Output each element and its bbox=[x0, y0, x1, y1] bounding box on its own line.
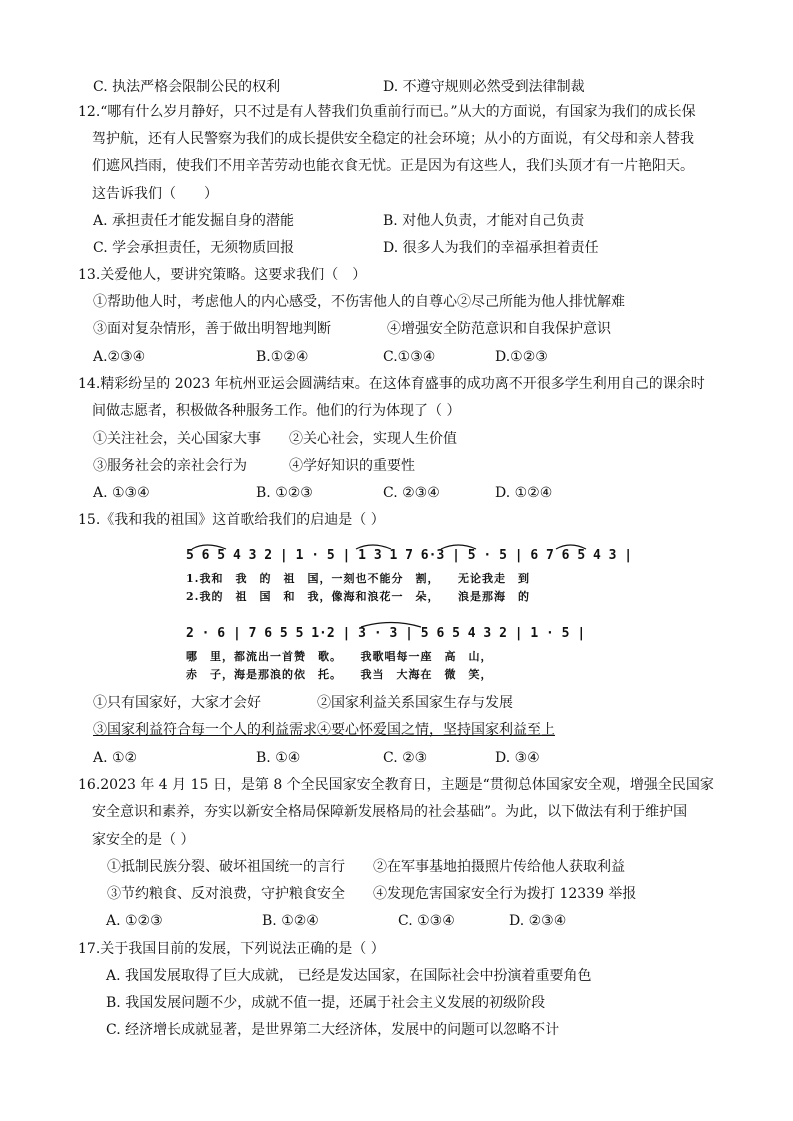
q13-option-d: D.①②③ bbox=[495, 349, 548, 365]
q14-option-d: D. ①②④ bbox=[495, 485, 553, 501]
q15-option-c: C. ②③ bbox=[383, 750, 428, 766]
q15-lyric1b: 2.我的 祖 国 和 我，像海和浪花一 朵， 浪是那海 的 bbox=[186, 590, 530, 603]
q16-stem-line1: 16.2023 年 4 月 15 日，是第 8 个全民国家安全教育日，主题是“贯彻总体国家安全观，增强全民国家 bbox=[78, 777, 714, 793]
q15-score-slurs2 bbox=[186, 618, 616, 628]
q12-stem-line2: 驾护航，还有人民警察为我们的成长提供安全稳定的社会环境；从小的方面说，有父母和亲人替我 bbox=[92, 131, 694, 147]
q14-stem-line1: 14.精彩纷呈的 2023 年杭州亚运会圆满结束。在这体育盛事的成功离不开很多学生利用自己的课余时 bbox=[78, 376, 705, 392]
q16-option-d: D. ②③④ bbox=[509, 913, 567, 929]
q16-option-b: B. ①②④ bbox=[262, 913, 319, 929]
q16-stem-line3: 家安全的是（ ） bbox=[92, 832, 195, 848]
q15-stem: 15.《我和我的祖国》这首歌给我们的启迪是（ ） bbox=[78, 512, 385, 528]
q13-statement2: ③面对复杂情形，善于做出明智地判断 ④增强安全防范意识和自我保护意识 bbox=[93, 321, 611, 337]
q14-option-a: A. ①③④ bbox=[93, 485, 150, 501]
q11-option-d: D. 不遵守规则必然受到法律制裁 bbox=[383, 79, 585, 95]
q17-stem: 17.关于我国目前的发展，下列说法正确的是（ ） bbox=[78, 941, 385, 957]
q13-stem: 13.关爱他人，要讲究策略。这要求我们（ ） bbox=[78, 267, 367, 283]
q16-stem-line2: 安全意识和素养，夯实以新安全格局保障新发展格局的社会基础”。为此，以下做法有利于维护国 bbox=[92, 804, 688, 820]
q12-stem-line3: 们遮风挡雨，使我们不用辛苦劳动也能衣食无忧。正是因为有这些人，我们头顶才有一片艳阳天。 bbox=[92, 158, 694, 174]
q15-lyric1a: 1.我和 我 的 祖 国，一刻也不能分 割， 无论我走 到 bbox=[186, 572, 530, 585]
q15-score-line1: 5 6 5 4 3 2 | 1 · 5 | 1 3 1 7 6·3 | 5 · 5 | 6 7 6 5 4 3 | bbox=[186, 548, 633, 563]
q12-stem-line1: 12.“哪有什么岁月静好，只不过是有人替我们负重前行而已。”从大的方面说，有国家为我们的成长保 bbox=[78, 104, 696, 120]
q12-option-d: D. 很多人为我们的幸福承担着责任 bbox=[383, 240, 599, 256]
q12-option-a: A. 承担责任才能发掘自身的潜能 bbox=[93, 213, 295, 229]
q14-stem-line2: 间做志愿者，积极做各种服务工作。他们的行为体现了（ ） bbox=[92, 403, 461, 419]
q15-lyric2a: 哪 里，都流出一首赞 歌。 我歌唱每一座 高 山， bbox=[186, 650, 493, 663]
q15-option-d: D. ③④ bbox=[495, 750, 540, 766]
q13-option-a: A.②③④ bbox=[93, 349, 146, 365]
q13-option-b: B.①②④ bbox=[256, 349, 309, 365]
q14-statement1: ①关注社会，关心国家大事 ②关心社会，实现人生价值 bbox=[93, 431, 457, 447]
q11-option-c: C. 执法严格会限制公民的权利 bbox=[93, 79, 281, 95]
q16-option-a: A. ①②③ bbox=[106, 913, 163, 929]
q14-option-c: C. ②③④ bbox=[383, 485, 440, 501]
q12-stem-line4: 这告诉我们（ ） bbox=[92, 186, 218, 202]
q13-option-c: C.①③④ bbox=[383, 349, 436, 365]
q14-statement2: ③服务社会的亲社会行为 ④学好知识的重要性 bbox=[93, 458, 415, 474]
q17-option-b: B. 我国发展问题不少，成就不值一提，还属于社会主义发展的初级阶段 bbox=[106, 995, 546, 1011]
q12-option-b: B. 对他人负责，才能对自己负责 bbox=[383, 213, 585, 229]
q16-statement2: ③节约粮食、反对浪费，守护粮食安全 ④发现危害国家安全行为拨打 12339 举报 bbox=[107, 886, 637, 902]
q14-option-b: B. ①②③ bbox=[256, 485, 313, 501]
q15-statement2: ③国家利益符合每一个人的利益需求④要心怀爱国之情，坚持国家利益至上 bbox=[93, 722, 555, 738]
q17-option-a: A. 我国发展取得了巨大成就， 已经是发达国家，在国际社会中扮演着重要角色 bbox=[106, 968, 592, 984]
q15-statement1: ①只有国家好，大家才会好 ②国家利益关系国家生存与发展 bbox=[93, 695, 513, 711]
q15-lyric2b: 赤 子，海是那浪的依 托。 我当 大海在 微 笑， bbox=[186, 668, 493, 681]
q16-option-c: C. ①③④ bbox=[398, 913, 455, 929]
q15-option-b: B. ①④ bbox=[256, 750, 301, 766]
q12-option-c: C. 学会承担责任，无须物质回报 bbox=[93, 240, 295, 256]
q16-statement1: ①抵制民族分裂、破坏祖国统一的言行 ②在军事基地拍摄照片传给他人获取利益 bbox=[107, 859, 625, 875]
q15-score-slurs1 bbox=[186, 540, 616, 550]
q13-statement1: ①帮助他人时，考虑他人的内心感受，不伤害他人的自尊心②尽己所能为他人排忧解难 bbox=[93, 294, 625, 310]
q15-option-a: A. ①② bbox=[93, 750, 138, 766]
q15-score-line2: 2 · 6 | 7 6 5 5 1·2 | 3 · 3 | 5 6 5 4 3 2 | 1 · 5 | bbox=[186, 626, 586, 641]
q17-option-c: C. 经济增长成就显著，是世界第二大经济体，发展中的问题可以忽略不计 bbox=[106, 1022, 560, 1038]
